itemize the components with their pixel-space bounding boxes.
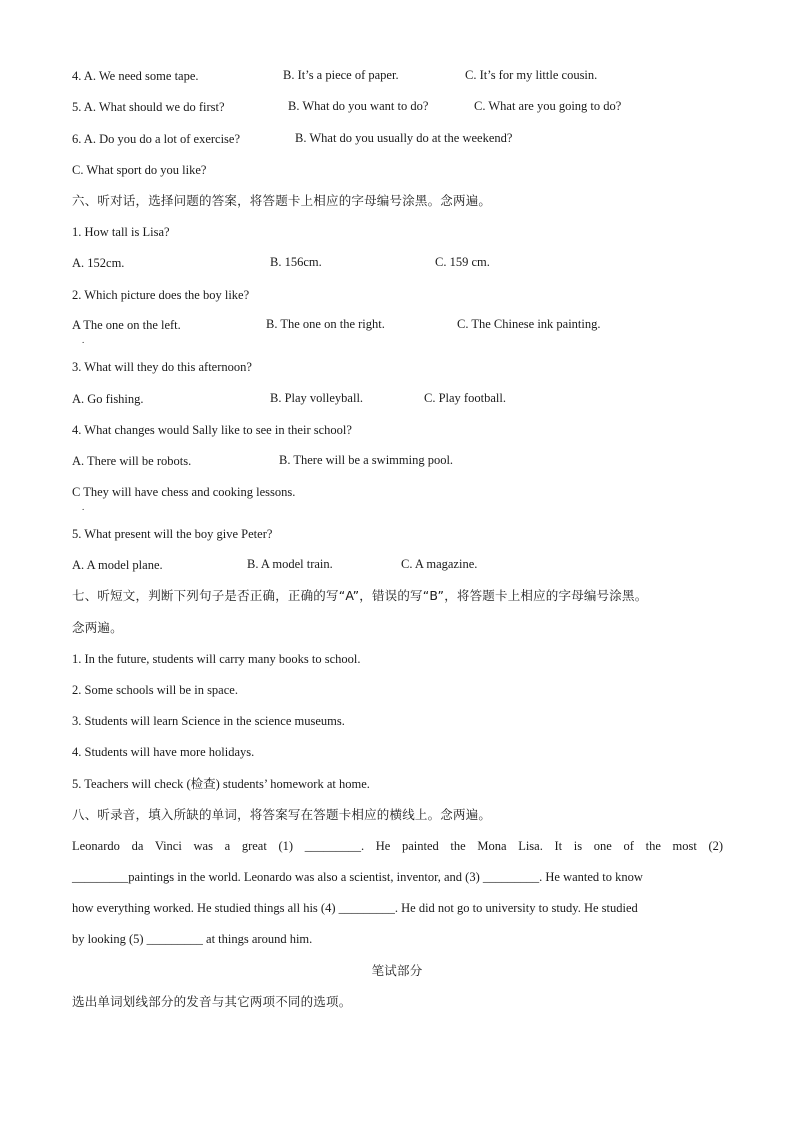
word: Leonardo [72,839,120,853]
s6-q2-option-a: A The one on the left. [72,318,181,332]
word: da [131,839,144,853]
word: of [623,839,634,853]
s6-q1-option-b: B. 156cm. [270,255,322,269]
s6-q5-option-a: A. A model plane. [72,558,163,572]
s5-q5-option-a: 5. A. What should we do first? [72,100,225,114]
s6-q3-stem: 3. What will they do this afternoon? [72,360,252,374]
s6-q4-option-a: A. There will be robots. [72,454,192,468]
word: He [375,839,391,853]
s7-statement-5: 5. Teachers will check (检查) students’ homework at home. [72,777,370,791]
s7-statement-2: 2. Some schools will be in space. [72,683,238,697]
s6-q3-option-a: A. Go fishing. [72,392,144,406]
written-part-instruction: 选出单词划线部分的发音与其它两项不同的选项。 [72,994,352,1009]
s8-paragraph-line3: how everything worked. He studied things all his (4) _________. He did not go to university to study. He studied [72,901,638,915]
word: Mona [477,839,507,853]
option-dot-mark: . [82,502,85,512]
blank-1: (1) _________. [278,839,365,853]
s5-q4-option-c: C. It’s for my little cousin. [465,68,598,82]
word: most [672,839,697,853]
s7-statement-1: 1. In the future, students will carry many books to school. [72,652,361,666]
s8-paragraph-line4: by looking (5) _________ at things around him. [72,932,313,946]
s5-q4-row [72,68,199,84]
word: was [193,839,213,853]
s6-q4-option-b: B. There will be a swimming pool. [279,453,454,467]
s6-q2-stem: 2. Which picture does the boy like? [72,288,250,302]
word: a [224,839,231,853]
option-dot-mark: . [82,335,85,345]
s8-paragraph-line2: _________paintings in the world. Leonardo was also a scientist, inventor, and (3) _________. He wanted to know [72,870,643,884]
s6-q2-option-c: C. The Chinese ink painting. [457,317,601,331]
word: Lisa. [518,839,543,853]
s6-q1-stem: 1. How tall is Lisa? [72,225,170,239]
s7-statement-3: 3. Students will learn Science in the science museums. [72,714,345,728]
word: It [554,839,563,853]
word: the [450,839,466,853]
s6-q4-stem: 4. What changes would Sally like to see in their school? [72,423,352,437]
s5-q4-option-b: B. It’s a piece of paper. [283,68,399,82]
blank-2-label: (2) [708,839,724,853]
s7-statement-4: 4. Students will have more holidays. [72,745,255,759]
s6-q4-option-c: C They will have chess and cooking lessons. [72,485,296,499]
s5-q5-option-c: C. What are you going to do? [474,99,622,113]
s5-q4-option-a: 4. A. We need some tape. [72,69,199,83]
s5-q6-option-c: C. What sport do you like? [72,163,207,177]
s6-q5-stem: 5. What present will the boy give Peter? [72,527,273,541]
s6-q2-option-b: B. The one on the right. [266,317,385,331]
word: is [573,839,583,853]
word: the [645,839,661,853]
s6-q3-option-b: B. Play volleyball. [270,391,364,405]
s6-q1-option-c: C. 159 cm. [435,255,490,269]
s6-q1-option-a: A. 152cm. [72,256,125,270]
section6-heading: 六、听对话，选择问题的答案，将答题卡上相应的字母编号涂黑。念两遍。 [72,193,492,208]
s5-q6-option-b: B. What do you usually do at the weekend? [295,131,513,145]
section7-heading-line2: 念两遍。 [72,620,123,635]
section8-heading: 八、听录音，填入所缺的单词，将答案写在答题卡相应的横线上。念两遍。 [72,807,492,822]
s8-paragraph-line1 [72,838,723,854]
s6-q5-option-c: C. A magazine. [401,557,478,571]
section7-heading-line1: 七、听短文，判断下列句子是否正确，正确的写“A”，错误的写“B”，将答题卡上相应的字母编号涂黑。 [72,588,648,603]
s5-q6-option-a: 6. A. Do you do a lot of exercise? [72,132,241,146]
word: one [593,839,612,853]
word: Vinci [154,839,182,853]
s6-q3-option-c: C. Play football. [424,391,506,405]
written-part-title: 笔试部分 [371,963,423,978]
word: painted [401,839,439,853]
s6-q5-option-b: B. A model train. [247,557,333,571]
word: great [241,839,267,853]
s5-q5-option-b: B. What do you want to do? [288,99,429,113]
